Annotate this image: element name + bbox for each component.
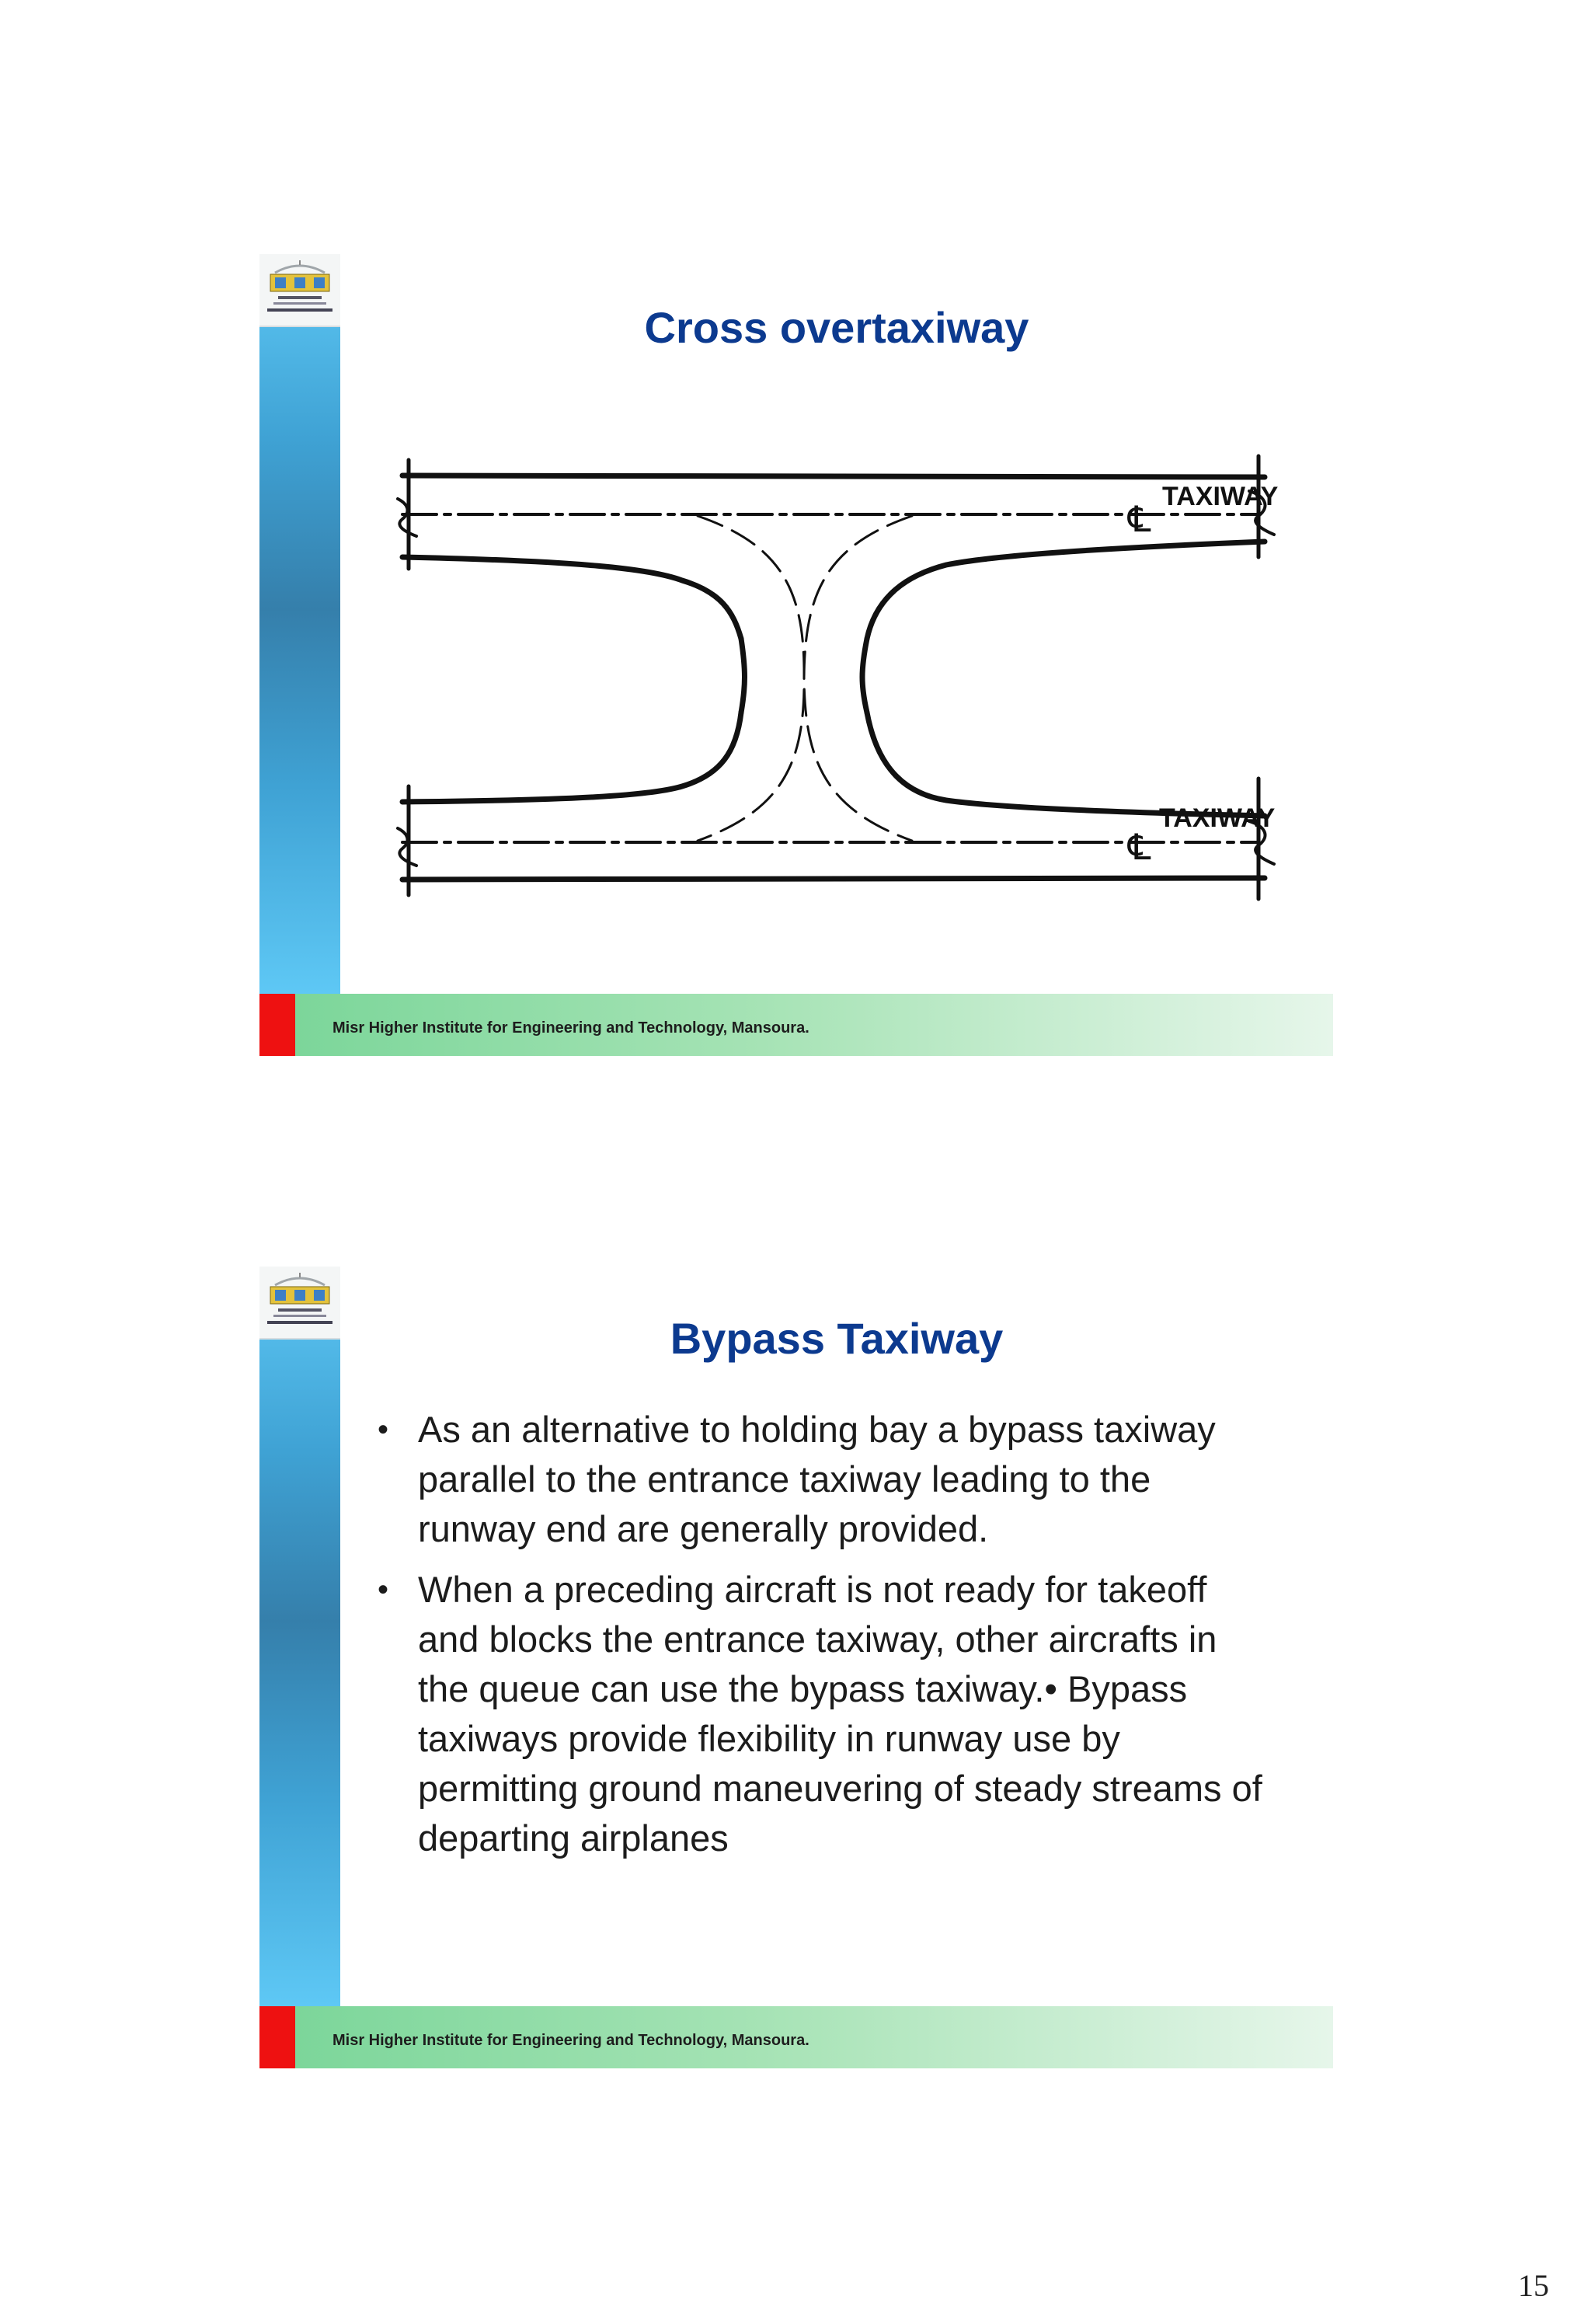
- centerline-symbol: ℄: [1128, 498, 1151, 540]
- bullet-list: [376, 1405, 1269, 1874]
- slide-sidebar: [259, 254, 340, 994]
- bullet-text: As an alternative to holding bay a bypass taxiway parallel to the entrance taxiway leading to the runway end are generally provided.: [418, 1409, 1216, 1549]
- institute-logo-icon: [259, 254, 340, 327]
- taxiway-label: TAXIWAY: [1162, 482, 1279, 511]
- bullet-item: [376, 1405, 1269, 1554]
- bullet-icon: •: [378, 1573, 389, 1607]
- footer-accent: [259, 994, 295, 1056]
- slide-cross-overtaxiway: [259, 254, 1333, 1056]
- taxiway-label: TAXIWAY: [1159, 803, 1276, 833]
- centerline-symbol: ℄: [1128, 826, 1151, 868]
- footer-text: Misr Higher Institute for Engineering and Technology, Mansoura.: [332, 2032, 809, 2049]
- slide-title: Cross overtaxiway: [644, 303, 1029, 352]
- institute-logo-icon: [259, 1267, 340, 1340]
- slide-bypass-taxiway: [259, 1267, 1333, 2068]
- page-number: 15: [1518, 2268, 1549, 2303]
- footer-accent: [259, 2006, 295, 2068]
- slide-title: Bypass Taxiway: [670, 1314, 1004, 1363]
- slide-sidebar: [259, 1267, 340, 2006]
- bullet-text: When a preceding aircraft is not ready for takeoff and blocks the entrance taxiway, other aircrafts in the queue can use the bypass taxiway.• Bypass taxiways provide flexibility in runway use by permitting ground maneuvering of steady streams of departing airplanes: [418, 1569, 1262, 1859]
- bullet-icon: •: [378, 1413, 389, 1447]
- footer-text: Misr Higher Institute for Engineering and Technology, Mansoura.: [332, 1019, 809, 1037]
- cross-over-taxiway-diagram: [395, 444, 1280, 918]
- bullet-item: [376, 1565, 1269, 1863]
